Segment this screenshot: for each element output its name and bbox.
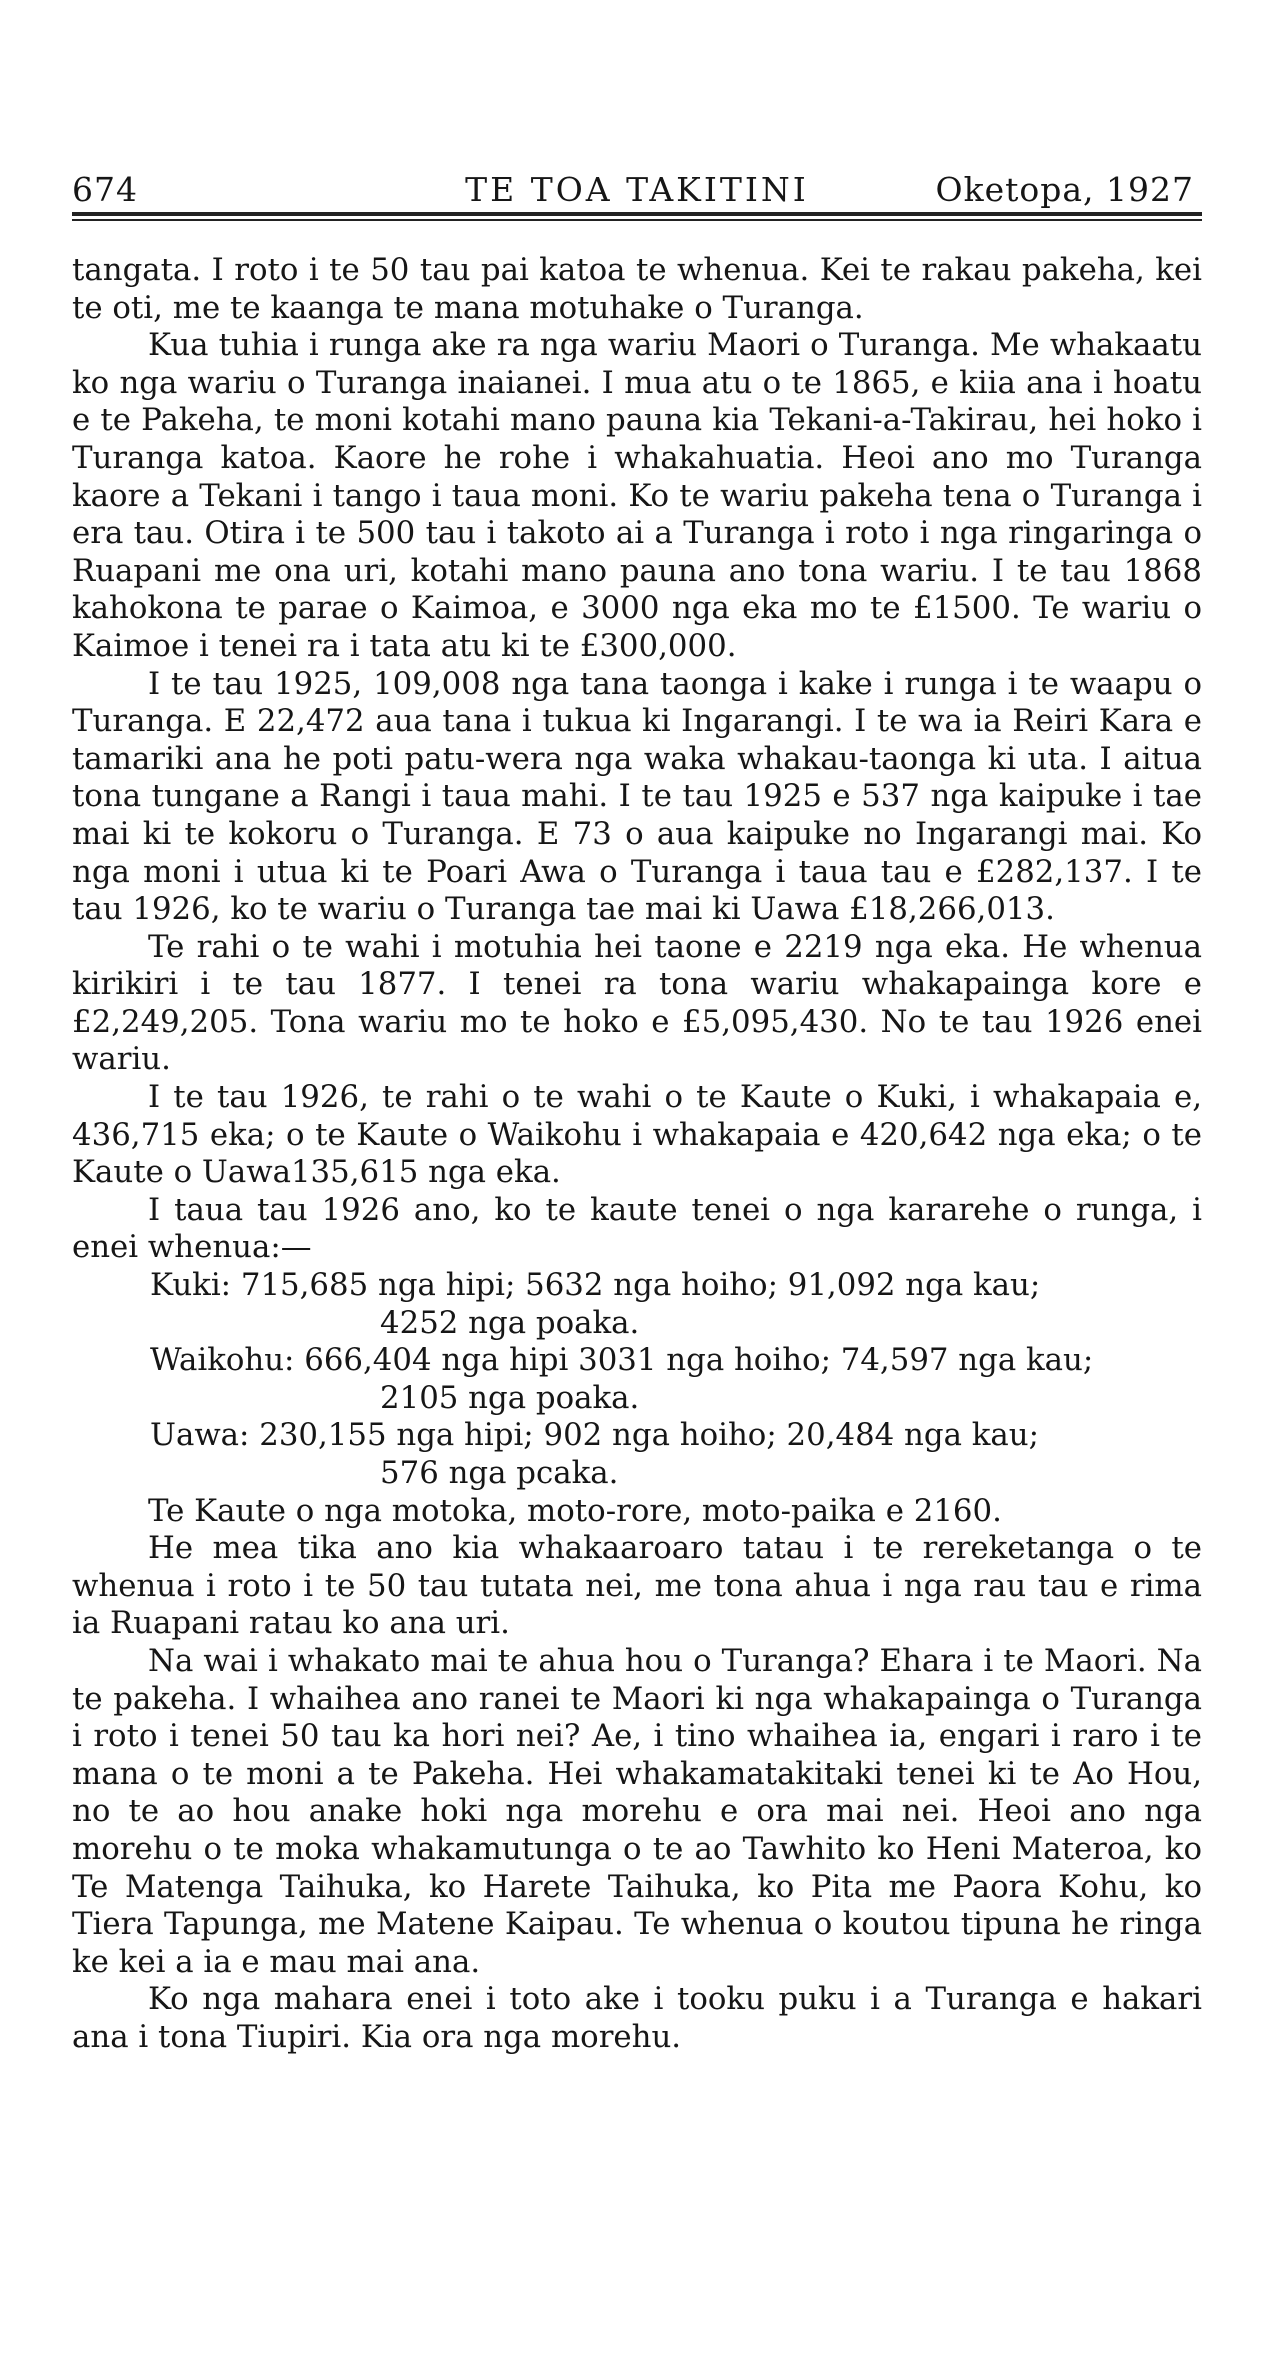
livestock-counts: 666,404 nga hipi 3031 nga hoiho; 74,597 nga kau; xyxy=(304,1342,1094,1379)
livestock-entry-uawa xyxy=(150,1417,1202,1492)
paragraph-vehicles: Te Kaute o nga motoka, moto-rore, moto-paika e 2160. xyxy=(148,1492,1002,1529)
paragraph-continued: tangata. I roto i te 50 tau pai katoa te whenua. Kei te rakau pakeha, kei te oti, me te kaanga te mana motuhake o Turanga. xyxy=(72,252,1202,326)
paragraph-shipping: I te tau 1925, 109,008 nga tana taonga i kake i runga i te waapu o Turanga. E 22,472 aua tana i tukua ki Ingarangi. I te wa ia Reiri Kara e tamariki ana he poti patu-wera nga waka whakau-taonga ki uta. I aitua tona tungane a Rangi i taua mahi. I te tau 1925 e 537 nga kaipuke i tae mai ki te kokoru o Turanga. E 73 o aua kaipuke no Ingarangi mai. Ko nga moni i utua ki te Poari Awa o Turanga i taua tau e £282,137. I te tau 1926, ko te wariu o Turanga tae mai ki Uawa £18,266,013. xyxy=(72,665,1202,928)
livestock-entry-kuki xyxy=(150,1267,1202,1342)
livestock-list xyxy=(72,1267,1202,1493)
publication-title: TE TOA TAKITINI xyxy=(465,170,809,209)
county-name: Uawa: xyxy=(150,1417,250,1454)
county-name: Kuki: xyxy=(150,1267,232,1304)
article-body xyxy=(72,252,1202,2057)
livestock-counts: 230,155 nga hipi; 902 nga hoiho; 20,484 nga kau; xyxy=(259,1417,1039,1454)
issue-date: Oketopa, 1927 xyxy=(935,170,1194,209)
page-number: 674 xyxy=(72,170,138,209)
paragraph-new-world: Na wai i whakato mai te ahua hou o Turanga? Ehara i te Maori. Na te pakeha. I whaihea ano ranei te Maori ki nga whakapainga o Turanga i roto i tenei 50 tau ka hori nei? Ae, i tino whaihea ia, engari i raro i te mana o te moni a te Pakeha. Hei whakamatakitaki tenei ki te Ao Hou, no te ao hou anake hoki nga morehu e ora mai nei. Heoi ano nga morehu o te moka whakamutunga o te ao Tawhito ko Heni Materoa, ko Te Matenga Taihuka, ko Harete Taihuka, ko Pita me Paora Kohu, ko Tiera Tapunga, me Matene Kaipau. Te whenua o koutou tipuna he ringa ke kei a ia e mau mai ana. xyxy=(72,1642,1202,1980)
pig-count: 576 nga pcaka. xyxy=(380,1455,619,1491)
header-rule-thin xyxy=(72,219,1202,221)
paragraph-reflection: He mea tika ano kia whakaaroaro tatau i te rereketanga o te whenua i roto i te 50 tau tutata nei, me tona ahua i nga rau tau e rima ia Ruapani ratau ko ana uri. xyxy=(72,1530,1202,1642)
closing-remarks: Ko nga mahara enei i toto ake i tooku puku i a Turanga e hakari ana i tona Tiupiri. Kia ora nga morehu. xyxy=(72,1981,1202,2055)
livestock-counts: 715,685 nga hipi; 5632 nga hoiho; 91,092 nga kau; xyxy=(240,1267,1041,1304)
paragraph-township: Te rahi o te wahi i motuhia hei taone e 2219 nga eka. He whenua kirikiri i te tau 1877. I tenei ra tona wariu whakapainga kore e £2,249,205. Tona wariu mo te hoko e £5,095,430. No te tau 1926 enei wariu. xyxy=(72,928,1202,1078)
pig-count: 4252 nga poaka. xyxy=(380,1304,640,1341)
paragraph-values: Kua tuhia i runga ake ra nga wariu Maori o Turanga. Me whakaatu ko nga wariu o Turanga inaianei. I mua atu o te 1865, e kiia ana i hoatu e te Pakeha, te moni kotahi mano pauna kia Tekani-a-Takirau, hei hoko i Turanga katoa. Kaore he rohe i whakahuatia. Heoi ano mo Turanga kaore a Tekani i tango i taua moni. Ko te wariu pakeha tena o Turanga i era tau. Otira i te 500 tau i takoto ai a Turanga i roto i nga ringaringa o Ruapani me ona uri, kotahi mano pauna ano tona wariu. I te tau 1868 kahokona te parae o Kaimoa, e 3000 nga eka mo te £1500. Te wariu o Kaimoe i tenei ra i tata atu ki te £300,000. xyxy=(72,327,1202,664)
running-header xyxy=(72,165,1202,209)
header-rule-thick xyxy=(72,212,1202,216)
county-name: Waikohu: xyxy=(150,1342,295,1379)
paragraph-counties: I te tau 1926, te rahi o te wahi o te Kaute o Kuki, i whakapaia e, 436,715 eka; o te Kaute o Waikohu i whakapaia e 420,642 nga eka; o te Kaute o Uawa135,615 nga eka. xyxy=(72,1079,1202,1191)
pig-count: 2105 nga poaka. xyxy=(380,1379,640,1416)
livestock-entry-waikohu xyxy=(150,1342,1202,1417)
paragraph-livestock-intro: I taua tau 1926 ano, ko te kaute tenei o nga kararehe o runga, i enei whenua:— xyxy=(72,1191,1202,1266)
